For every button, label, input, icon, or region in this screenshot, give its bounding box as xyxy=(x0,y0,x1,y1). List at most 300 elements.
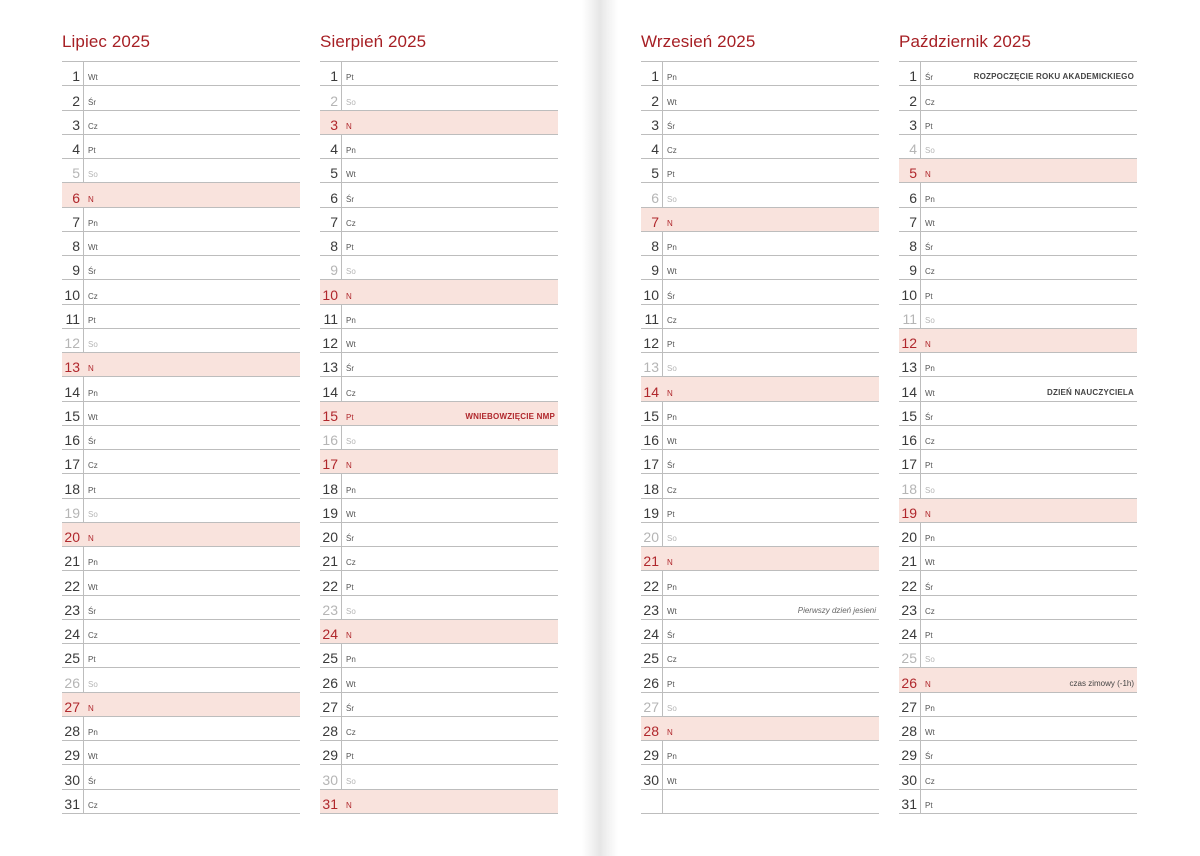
weekday-label: Wt xyxy=(667,97,677,107)
day-row xyxy=(320,499,558,523)
day-note: ROZPOCZĘCIE ROKU AKADEMICKIEGO xyxy=(973,72,1134,82)
day-number: 8 xyxy=(72,238,80,254)
day-number: 23 xyxy=(643,601,659,618)
day-row xyxy=(641,135,879,159)
day-row xyxy=(62,668,300,692)
day-number: 2 xyxy=(330,92,338,109)
day-row xyxy=(62,644,300,668)
day-number: 6 xyxy=(909,189,917,206)
weekday-label: N xyxy=(925,509,931,519)
day-number: 5 xyxy=(651,165,659,182)
day-row xyxy=(641,741,879,765)
day-number: 21 xyxy=(901,553,917,570)
day-row xyxy=(899,402,1137,426)
day-row xyxy=(62,693,300,717)
weekday-label: So xyxy=(667,534,677,543)
weekday-label: Wt xyxy=(925,558,935,568)
day-number: 8 xyxy=(330,238,338,254)
day-number: 27 xyxy=(901,698,917,715)
day-number: 3 xyxy=(909,116,917,133)
day-number: 29 xyxy=(901,747,917,764)
day-row xyxy=(641,232,879,256)
day-number: 13 xyxy=(643,359,659,376)
weekday-label: So xyxy=(88,340,98,349)
day-number: 16 xyxy=(901,432,917,448)
day-number: 22 xyxy=(901,577,917,594)
day-number: 5 xyxy=(72,165,80,182)
day-row xyxy=(641,86,879,110)
day-row xyxy=(899,644,1137,668)
day-row xyxy=(899,717,1137,741)
weekday-label: Cz xyxy=(667,146,677,155)
weekday-label: Pt xyxy=(346,412,354,422)
day-row xyxy=(62,305,300,329)
weekday-label: Śr xyxy=(667,461,675,471)
day-number: 28 xyxy=(322,723,338,739)
month-july xyxy=(62,0,300,856)
weekday-label: Cz xyxy=(346,728,356,737)
day-row xyxy=(320,183,558,207)
day-row xyxy=(899,111,1137,135)
weekday-label: So xyxy=(346,267,356,277)
weekday-label: So xyxy=(346,776,356,786)
day-row xyxy=(899,329,1137,353)
weekday-label: Pt xyxy=(667,340,675,349)
day-number: 27 xyxy=(322,698,338,715)
weekday-label: Pt xyxy=(88,655,96,665)
day-number: 19 xyxy=(322,504,338,521)
day-row xyxy=(62,571,300,595)
month-august xyxy=(320,0,558,856)
day-number: 12 xyxy=(322,335,338,351)
day-number: 24 xyxy=(64,626,80,642)
day-number: 24 xyxy=(322,626,338,642)
weekday-label: Pt xyxy=(925,461,933,471)
weekday-label: Śr xyxy=(925,73,933,83)
day-row xyxy=(641,450,879,474)
weekday-label: N xyxy=(925,340,931,349)
month-title: Sierpień 2025 xyxy=(320,32,427,51)
day-number: 21 xyxy=(643,553,659,570)
weekday-label: Pt xyxy=(667,679,675,689)
day-number: 6 xyxy=(651,189,659,206)
day-number: 27 xyxy=(643,698,659,715)
weekday-label: Cz xyxy=(925,776,935,786)
weekday-label: Pt xyxy=(88,485,96,495)
day-row xyxy=(641,402,879,426)
day-row xyxy=(641,62,879,86)
day-row xyxy=(641,765,879,789)
weekday-label: So xyxy=(346,606,356,616)
day-number: 13 xyxy=(901,359,917,376)
weekday-label: N xyxy=(346,461,352,471)
day-number: 21 xyxy=(64,553,80,570)
weekday-label: So xyxy=(88,509,98,519)
day-number: 11 xyxy=(65,310,80,327)
day-number: 19 xyxy=(901,504,917,521)
weekday-label: Pn xyxy=(88,388,98,398)
day-row xyxy=(899,426,1137,450)
day-number: 29 xyxy=(643,747,659,764)
day-number: 6 xyxy=(330,189,338,206)
day-row xyxy=(62,426,300,450)
weekday-label: Wt xyxy=(346,509,356,519)
day-note: czas zimowy (-1h) xyxy=(1069,678,1134,688)
day-row xyxy=(320,159,558,183)
day-row xyxy=(320,232,558,256)
day-row xyxy=(320,717,558,741)
weekday-label: N xyxy=(346,631,352,640)
month-title: Październik 2025 xyxy=(899,32,1032,51)
weekday-label: Cz xyxy=(925,606,935,616)
weekday-label: Śr xyxy=(925,752,933,762)
day-number: 20 xyxy=(64,529,80,545)
weekday-label: Cz xyxy=(667,315,677,325)
day-row xyxy=(899,377,1137,401)
weekday-label: So xyxy=(667,194,677,204)
day-row xyxy=(320,571,558,595)
day-row xyxy=(320,596,558,620)
day-number: 19 xyxy=(643,504,659,521)
weekday-label: Śr xyxy=(88,97,96,107)
day-number: 4 xyxy=(651,141,659,157)
weekday-label: Śr xyxy=(346,364,354,374)
weekday-label: Pt xyxy=(925,121,933,131)
day-number: 23 xyxy=(64,601,80,618)
day-row xyxy=(899,790,1137,814)
day-number: 17 xyxy=(643,456,659,473)
day-row xyxy=(320,474,558,498)
day-row xyxy=(641,256,879,280)
day-row xyxy=(320,450,558,474)
day-number: 17 xyxy=(64,456,80,473)
weekday-label: N xyxy=(88,194,94,204)
day-number: 22 xyxy=(64,577,80,594)
day-row xyxy=(641,305,879,329)
weekday-label: Pt xyxy=(346,752,354,762)
day-row xyxy=(641,596,879,620)
day-row xyxy=(62,741,300,765)
weekday-label: Wt xyxy=(88,412,98,422)
day-row xyxy=(62,159,300,183)
weekday-label: Wt xyxy=(346,340,356,349)
day-number: 9 xyxy=(909,262,917,279)
day-number: 13 xyxy=(322,359,338,376)
day-number: 11 xyxy=(644,310,659,327)
day-number: 7 xyxy=(909,213,917,230)
day-number: 13 xyxy=(64,359,80,376)
day-row xyxy=(899,256,1137,280)
weekday-label: Cz xyxy=(667,655,677,665)
day-number: 10 xyxy=(64,286,80,303)
day-list xyxy=(899,61,1137,814)
day-number: 26 xyxy=(322,674,338,691)
day-row xyxy=(320,426,558,450)
weekday-label: Wt xyxy=(346,170,356,180)
day-row xyxy=(62,474,300,498)
weekday-label: Śr xyxy=(346,194,354,204)
day-number: 9 xyxy=(72,262,80,279)
day-row xyxy=(641,280,879,304)
day-row xyxy=(641,159,879,183)
day-row xyxy=(62,183,300,207)
weekday-label: So xyxy=(88,679,98,689)
day-row xyxy=(899,353,1137,377)
day-row xyxy=(641,208,879,232)
day-row xyxy=(899,232,1137,256)
day-number: 9 xyxy=(330,262,338,279)
weekday-label: Pn xyxy=(667,73,677,83)
weekday-label: Pn xyxy=(667,243,677,252)
weekday-label: Wt xyxy=(925,728,935,737)
day-number: 26 xyxy=(643,674,659,691)
weekday-label: So xyxy=(667,703,677,713)
day-row xyxy=(641,353,879,377)
day-row xyxy=(320,305,558,329)
day-number: 21 xyxy=(322,553,338,570)
weekday-label: Pt xyxy=(667,509,675,519)
weekday-label: Śr xyxy=(88,776,96,786)
day-number: 4 xyxy=(72,141,80,157)
day-number: 7 xyxy=(72,213,80,230)
day-row xyxy=(320,377,558,401)
day-row xyxy=(62,377,300,401)
weekday-label: N xyxy=(346,121,352,131)
day-row xyxy=(62,329,300,353)
day-number: 25 xyxy=(901,650,917,667)
day-row xyxy=(899,183,1137,207)
day-number: 14 xyxy=(643,383,659,400)
weekday-label: Śr xyxy=(88,437,96,446)
day-row xyxy=(641,183,879,207)
day-number: 6 xyxy=(72,189,80,206)
day-number: 16 xyxy=(322,432,338,448)
day-number: 25 xyxy=(643,650,659,667)
day-list xyxy=(62,61,300,814)
weekday-label: Śr xyxy=(346,703,354,713)
day-row xyxy=(320,62,558,86)
day-number: 10 xyxy=(901,286,917,303)
weekday-label: Wt xyxy=(346,679,356,689)
day-row xyxy=(320,547,558,571)
day-row xyxy=(641,499,879,523)
weekday-label: N xyxy=(925,679,931,689)
day-row xyxy=(320,523,558,547)
day-row xyxy=(899,523,1137,547)
weekday-label: Cz xyxy=(88,121,98,131)
day-number: 3 xyxy=(651,116,659,133)
weekday-label: Pt xyxy=(346,73,354,83)
day-number: 12 xyxy=(643,335,659,351)
day-row xyxy=(899,668,1137,692)
day-row xyxy=(62,86,300,110)
weekday-label: Wt xyxy=(88,73,98,83)
day-number: 14 xyxy=(322,383,338,400)
weekday-label: N xyxy=(88,364,94,374)
weekday-label: Cz xyxy=(346,558,356,568)
weekday-label: Śr xyxy=(925,243,933,252)
weekday-label: So xyxy=(667,364,677,374)
day-list xyxy=(641,61,879,814)
weekday-label: Wt xyxy=(925,218,935,228)
day-row xyxy=(320,280,558,304)
month-title: Wrzesień 2025 xyxy=(641,32,756,51)
weekday-label: Pn xyxy=(88,218,98,228)
day-list xyxy=(320,61,558,814)
weekday-label: Wt xyxy=(925,388,935,398)
day-number: 29 xyxy=(322,747,338,764)
day-row xyxy=(320,353,558,377)
day-number: 24 xyxy=(901,626,917,642)
weekday-label: Pt xyxy=(88,146,96,155)
day-number: 18 xyxy=(643,480,659,497)
day-row xyxy=(641,790,879,814)
day-row xyxy=(641,111,879,135)
day-number: 30 xyxy=(322,771,338,788)
weekday-label: Pn xyxy=(346,146,356,155)
day-row xyxy=(899,620,1137,644)
day-number: 11 xyxy=(902,310,917,327)
day-number: 24 xyxy=(643,626,659,642)
weekday-label: N xyxy=(346,291,352,301)
day-row xyxy=(899,693,1137,717)
day-row xyxy=(62,402,300,426)
day-number: 19 xyxy=(64,504,80,521)
day-row xyxy=(320,256,558,280)
day-number: 29 xyxy=(64,747,80,764)
day-number: 14 xyxy=(901,383,917,400)
day-row xyxy=(899,474,1137,498)
day-row xyxy=(899,741,1137,765)
weekday-label: N xyxy=(346,800,352,810)
day-row xyxy=(62,620,300,644)
weekday-label: Pn xyxy=(346,315,356,325)
weekday-label: Śr xyxy=(667,631,675,640)
day-number: 28 xyxy=(901,723,917,739)
day-row xyxy=(320,86,558,110)
day-number: 15 xyxy=(64,407,80,424)
weekday-label: N xyxy=(667,218,673,228)
day-note: WNIEBOWZIĘCIE NMP xyxy=(465,411,555,421)
day-number: 20 xyxy=(643,529,659,545)
day-row xyxy=(899,547,1137,571)
weekday-label: So xyxy=(346,437,356,446)
day-row xyxy=(899,62,1137,86)
weekday-label: N xyxy=(667,388,673,398)
day-row xyxy=(899,280,1137,304)
day-row xyxy=(641,329,879,353)
month-title: Lipiec 2025 xyxy=(62,32,151,51)
day-number: 30 xyxy=(901,771,917,788)
day-number: 3 xyxy=(72,116,80,133)
day-number: 20 xyxy=(901,529,917,545)
day-row xyxy=(641,377,879,401)
weekday-label: So xyxy=(88,170,98,180)
weekday-label: Cz xyxy=(346,218,356,228)
day-row xyxy=(62,280,300,304)
day-row xyxy=(641,668,879,692)
day-number: 22 xyxy=(322,577,338,594)
weekday-label: Cz xyxy=(925,437,935,446)
weekday-label: Śr xyxy=(925,582,933,592)
weekday-label: Pn xyxy=(346,655,356,665)
day-row xyxy=(899,135,1137,159)
page-gutter xyxy=(582,0,618,856)
day-number: 3 xyxy=(330,116,338,133)
day-row xyxy=(641,474,879,498)
day-number: 26 xyxy=(64,674,80,691)
day-number: 25 xyxy=(322,650,338,667)
weekday-label: Cz xyxy=(667,485,677,495)
weekday-label: Pn xyxy=(88,558,98,568)
day-row xyxy=(899,208,1137,232)
weekday-label: Śr xyxy=(88,267,96,277)
day-row xyxy=(62,353,300,377)
day-number: 10 xyxy=(643,286,659,303)
day-row xyxy=(62,256,300,280)
weekday-label: So xyxy=(925,655,935,665)
weekday-label: Cz xyxy=(346,388,356,398)
weekday-label: Śr xyxy=(667,121,675,131)
day-number: 8 xyxy=(909,238,917,254)
day-number: 11 xyxy=(323,310,338,327)
day-number: 7 xyxy=(651,213,659,230)
day-number: 10 xyxy=(322,286,338,303)
day-row xyxy=(62,523,300,547)
day-number: 31 xyxy=(322,795,338,812)
day-row xyxy=(62,111,300,135)
day-number: 8 xyxy=(651,238,659,254)
weekday-label: So xyxy=(925,146,935,155)
weekday-label: Pn xyxy=(88,728,98,737)
weekday-label: Wt xyxy=(667,606,677,616)
day-row xyxy=(320,208,558,232)
weekday-label: Cz xyxy=(88,461,98,471)
day-row xyxy=(62,596,300,620)
day-row xyxy=(62,208,300,232)
day-row xyxy=(62,765,300,789)
weekday-label: Wt xyxy=(667,267,677,277)
weekday-label: Wt xyxy=(667,437,677,446)
day-row xyxy=(641,693,879,717)
day-number: 12 xyxy=(64,335,80,351)
weekday-label: So xyxy=(346,97,356,107)
day-number: 15 xyxy=(643,407,659,424)
day-number: 12 xyxy=(901,335,917,351)
month-october xyxy=(899,0,1137,856)
weekday-label: Śr xyxy=(667,291,675,301)
weekday-label: Pt xyxy=(88,315,96,325)
day-number: 31 xyxy=(64,795,80,812)
weekday-label: N xyxy=(88,534,94,543)
weekday-label: Pt xyxy=(346,582,354,592)
weekday-label: Wt xyxy=(88,243,98,252)
day-number: 28 xyxy=(643,723,659,739)
day-row xyxy=(62,499,300,523)
day-number: 23 xyxy=(322,601,338,618)
day-number: 18 xyxy=(322,480,338,497)
day-row xyxy=(62,232,300,256)
weekday-label: Pt xyxy=(667,170,675,180)
weekday-label: Pn xyxy=(667,752,677,762)
day-number: 14 xyxy=(64,383,80,400)
day-number: 1 xyxy=(72,68,80,85)
day-row xyxy=(320,644,558,668)
day-row xyxy=(899,571,1137,595)
day-row xyxy=(62,717,300,741)
weekday-label: Pn xyxy=(925,703,935,713)
day-number: 23 xyxy=(901,601,917,618)
